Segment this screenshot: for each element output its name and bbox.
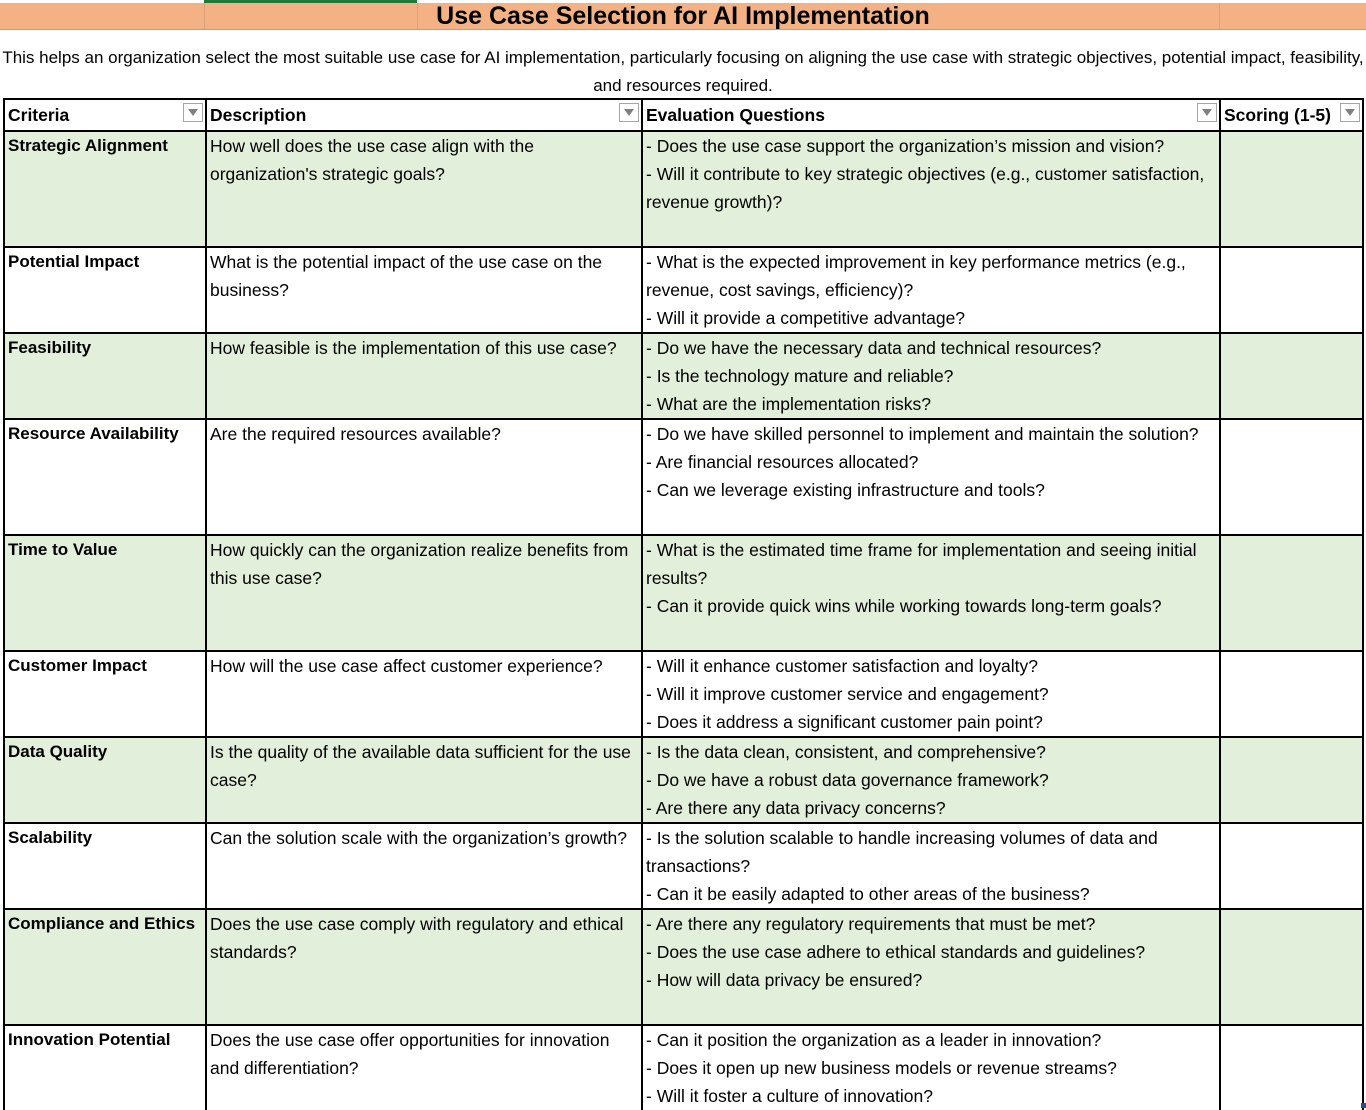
gridline — [1219, 3, 1220, 29]
evaluation-questions-cell[interactable] — [642, 823, 1220, 909]
evaluation-question: - Does the use case support the organization’s mission and vision? — [646, 136, 1165, 156]
evaluation-question: - Does it open up new business models or revenue streams? — [646, 1058, 1117, 1078]
filter-dropdown-icon[interactable] — [1340, 103, 1360, 122]
scoring-cell[interactable] — [1220, 1025, 1363, 1110]
evaluation-question: - Will it contribute to key strategic objectives (e.g., customer satisfaction, revenue growth)? — [646, 164, 1205, 212]
scoring-cell[interactable] — [1220, 247, 1363, 333]
description-cell[interactable]: Does the use case comply with regulatory and ethical standards? — [206, 909, 642, 1025]
evaluation-question: - Do we have skilled personnel to implement and maintain the solution? — [646, 424, 1199, 444]
description-cell[interactable]: Can the solution scale with the organization’s growth? — [206, 823, 642, 909]
table-row — [4, 737, 1363, 823]
table-row — [4, 823, 1363, 909]
evaluation-question: - What is the expected improvement in key performance metrics (e.g., revenue, cost savings, efficiency)? — [646, 252, 1186, 300]
evaluation-questions-cell[interactable] — [642, 131, 1220, 247]
table-row — [4, 247, 1363, 333]
evaluation-question: - Can it provide quick wins while working towards long-term goals? — [646, 596, 1162, 616]
description-cell[interactable]: Are the required resources available? — [206, 419, 642, 535]
evaluation-question: - Does the use case adhere to ethical standards and guidelines? — [646, 942, 1146, 962]
scoring-cell[interactable] — [1220, 651, 1363, 737]
criteria-cell[interactable]: Strategic Alignment — [4, 131, 206, 247]
evaluation-questions-cell[interactable] — [642, 535, 1220, 651]
evaluation-question: - Will it foster a culture of innovation? — [646, 1086, 933, 1106]
evaluation-question: - Do we have the necessary data and technical resources? — [646, 338, 1102, 358]
description-cell[interactable]: Is the quality of the available data sufficient for the use case? — [206, 737, 642, 823]
evaluation-question: - What are the implementation risks? — [646, 394, 931, 414]
evaluation-question: - Are there any regulatory requirements that must be met? — [646, 914, 1096, 934]
description-cell[interactable]: How feasible is the implementation of this use case? — [206, 333, 642, 419]
header-row — [4, 99, 1363, 131]
evaluation-question: - Does it address a significant customer pain point? — [646, 712, 1043, 732]
scoring-cell[interactable] — [1220, 823, 1363, 909]
criteria-cell[interactable]: Resource Availability — [4, 419, 206, 535]
description-cell[interactable]: How well does the use case align with the organization's strategic goals? — [206, 131, 642, 247]
evaluation-question: - Is the data clean, consistent, and comprehensive? — [646, 742, 1046, 762]
evaluation-question: - Can it position the organization as a leader in innovation? — [646, 1030, 1102, 1050]
scoring-cell[interactable] — [1220, 131, 1363, 247]
criteria-cell[interactable]: Potential Impact — [4, 247, 206, 333]
criteria-cell[interactable]: Customer Impact — [4, 651, 206, 737]
gridline — [204, 3, 205, 29]
table-row — [4, 535, 1363, 651]
evaluation-question: - Is the solution scalable to handle increasing volumes of data and transactions? — [646, 828, 1158, 876]
filter-dropdown-icon[interactable] — [1197, 103, 1217, 122]
header-scoring[interactable] — [1220, 99, 1363, 131]
criteria-cell[interactable]: Compliance and Ethics — [4, 909, 206, 1025]
evaluation-question: - Can we leverage existing infrastructure and tools? — [646, 480, 1045, 500]
evaluation-question: - Do we have a robust data governance framework? — [646, 770, 1049, 790]
evaluation-question: - Will it enhance customer satisfaction and loyalty? — [646, 656, 1038, 676]
evaluation-questions-cell[interactable] — [642, 333, 1220, 419]
criteria-cell[interactable]: Innovation Potential — [4, 1025, 206, 1110]
header-evaluation-questions[interactable] — [642, 99, 1220, 131]
evaluation-question: - What is the estimated time frame for implementation and seeing initial results? — [646, 540, 1197, 588]
scoring-cell[interactable] — [1220, 737, 1363, 823]
header-description[interactable] — [206, 99, 642, 131]
filter-dropdown-icon[interactable] — [183, 103, 203, 122]
evaluation-question: - Can it be easily adapted to other areas of the business? — [646, 884, 1090, 904]
criteria-cell[interactable]: Data Quality — [4, 737, 206, 823]
header-criteria[interactable] — [4, 99, 206, 131]
evaluation-questions-cell[interactable] — [642, 909, 1220, 1025]
table-row — [4, 333, 1363, 419]
scoring-cell[interactable] — [1220, 535, 1363, 651]
evaluation-questions-cell[interactable] — [642, 419, 1220, 535]
header-criteria-label: Criteria — [8, 105, 70, 125]
evaluation-questions-cell[interactable] — [642, 247, 1220, 333]
criteria-cell[interactable]: Time to Value — [4, 535, 206, 651]
header-questions-label: Evaluation Questions — [646, 105, 825, 125]
page-title: Use Case Selection for AI Implementation — [436, 2, 930, 30]
description-cell[interactable]: Does the use case offer opportunities for innovation and differentiation? — [206, 1025, 642, 1110]
table-row — [4, 1025, 1363, 1110]
table-row — [4, 419, 1363, 535]
scoring-cell[interactable] — [1220, 333, 1363, 419]
table-row — [4, 909, 1363, 1025]
header-description-label: Description — [210, 105, 307, 125]
title-cell[interactable] — [0, 3, 1366, 30]
evaluation-question: - Is the technology mature and reliable? — [646, 366, 954, 386]
description-cell[interactable]: How quickly can the organization realize benefits from this use case? — [206, 535, 642, 651]
evaluation-questions-cell[interactable] — [642, 651, 1220, 737]
gridline — [417, 3, 418, 29]
scoring-cell[interactable] — [1220, 419, 1363, 535]
scoring-cell[interactable] — [1220, 909, 1363, 1025]
evaluation-question: - How will data privacy be ensured? — [646, 970, 923, 990]
criteria-table — [3, 98, 1364, 1110]
description-cell[interactable]: What is the potential impact of the use case on the business? — [206, 247, 642, 333]
evaluation-question: - Are financial resources allocated? — [646, 452, 919, 472]
header-scoring-label: Scoring (1-5) — [1224, 105, 1331, 125]
evaluation-questions-cell[interactable] — [642, 737, 1220, 823]
intro-text[interactable]: This helps an organization select the most suitable use case for AI implementation, particularly focusing on aligning the use case with strategic objectives, potential impact, feasibility, and resources required. — [2, 48, 1364, 95]
table-row — [4, 651, 1363, 737]
evaluation-question: - Will it improve customer service and engagement? — [646, 684, 1049, 704]
evaluation-question: - Will it provide a competitive advantage? — [646, 308, 966, 328]
evaluation-questions-cell[interactable] — [642, 1025, 1220, 1110]
criteria-cell[interactable]: Scalability — [4, 823, 206, 909]
table-row — [4, 131, 1363, 247]
evaluation-question: - Are there any data privacy concerns? — [646, 798, 946, 818]
fill-handle[interactable] — [1361, 1103, 1366, 1108]
description-cell[interactable]: How will the use case affect customer experience? — [206, 651, 642, 737]
criteria-cell[interactable]: Feasibility — [4, 333, 206, 419]
filter-dropdown-icon[interactable] — [619, 103, 639, 122]
